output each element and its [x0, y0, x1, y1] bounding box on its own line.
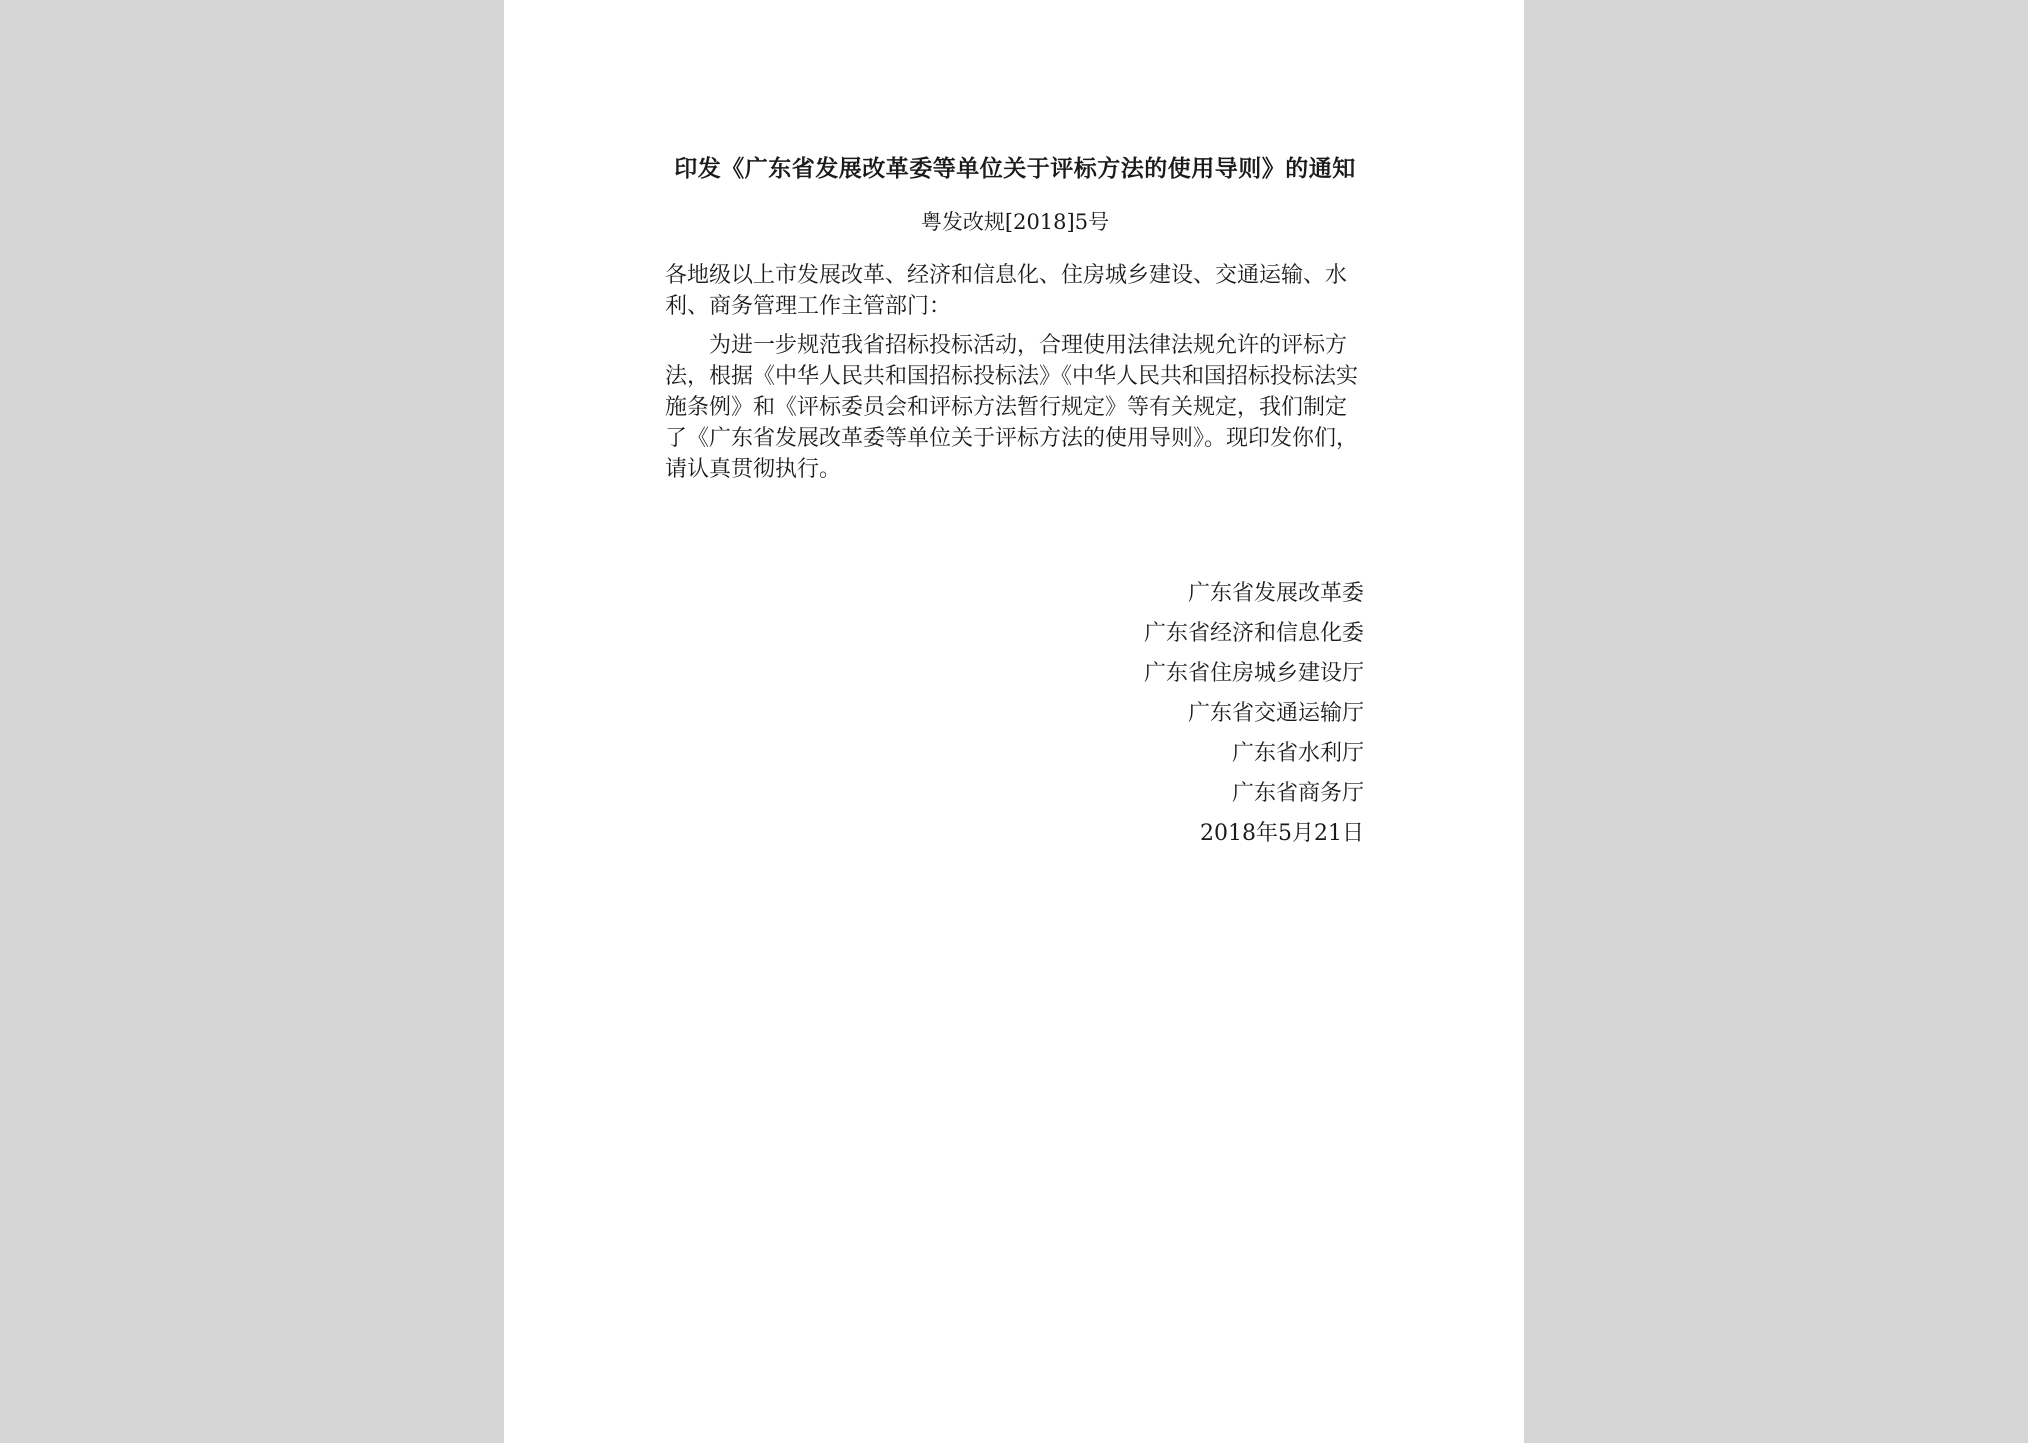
signatory-line: 广东省商务厅 [1231, 781, 1364, 806]
body-paragraph: 为进一步规范我省招标投标活动，合理使用法律法规允许的评标方法，根据《中华人民共和国招标投标法》《中华人民共和国招标投标法实施条例》和《评标委员会和评标方法暂行规定》等有关规定，我们制定了《广东省发展改革委等单位关于评标方法的使用导则》。现印发你们，请认真贯彻执行。 [665, 333, 1359, 482]
signatory-line: 广东省发展改革委 [1187, 581, 1364, 606]
document-page [504, 0, 1524, 1443]
signatory-line: 广东省住房城乡建设厅 [1143, 661, 1364, 686]
document-number: 粤发改规[2018]5号 [920, 210, 1110, 234]
addressee-paragraph: 各地级以上市发展改革、经济和信息化、住房城乡建设、交通运输、水利、商务管理工作主管部门： [665, 263, 1348, 319]
document-title: 印发《广东省发展改革委等单位关于评标方法的使用导则》的通知 [674, 155, 1356, 182]
document-date: 2018年5月21日 [1200, 821, 1364, 846]
signature-block [1144, 574, 1364, 854]
signatory-line: 广东省交通运输厅 [1187, 701, 1364, 726]
signatory-line: 广东省经济和信息化委 [1143, 621, 1364, 646]
signatory-line: 广东省水利厅 [1231, 741, 1364, 766]
